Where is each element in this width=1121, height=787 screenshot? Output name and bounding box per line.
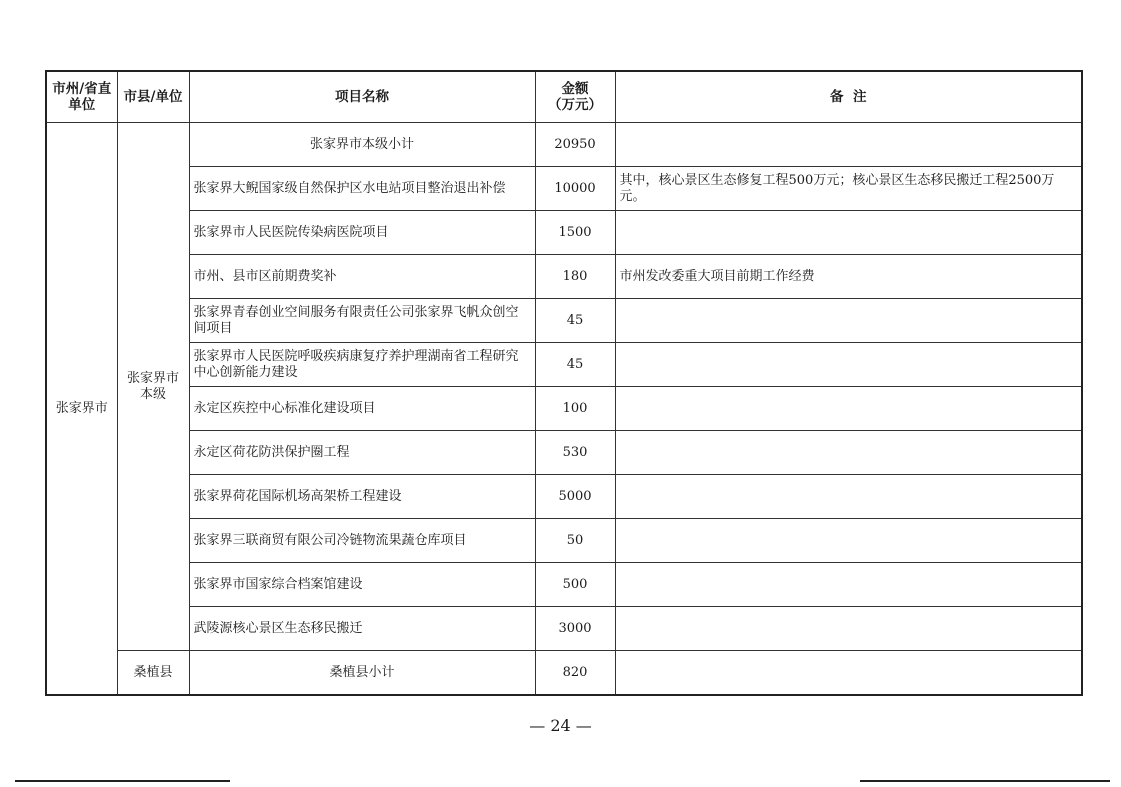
table-row	[46, 519, 1082, 563]
header-city	[46, 71, 117, 123]
city-cell: 张家界市	[46, 123, 117, 696]
table-row	[46, 211, 1082, 255]
project-name: 永定区荷花防洪保护圈工程	[189, 431, 535, 475]
project-name: 张家界大鲵国家级自然保护区水电站项目整治退出补偿	[189, 167, 535, 211]
sangzhi-subtotal-row	[46, 651, 1082, 696]
sangzhi-subtotal-amount: 820	[535, 651, 615, 696]
project-note: 其中，核心景区生态修复工程500万元；核心景区生态移民搬迁工程2500万元。	[615, 167, 1082, 211]
budget-table	[45, 70, 1083, 696]
subtotal-row	[46, 123, 1082, 167]
project-note	[615, 299, 1082, 343]
footer-rule-left	[15, 780, 230, 782]
table-row	[46, 255, 1082, 299]
project-note	[615, 475, 1082, 519]
sangzhi-subtotal-note	[615, 651, 1082, 696]
header-amount-line2: （万元）	[548, 97, 602, 113]
table-row	[46, 343, 1082, 387]
header-project: 项目名称	[189, 71, 535, 123]
project-amount: 50	[535, 519, 615, 563]
header-amount	[535, 71, 615, 123]
project-amount: 5000	[535, 475, 615, 519]
header-county: 市县/单位	[117, 71, 189, 123]
project-note	[615, 343, 1082, 387]
table-row	[46, 607, 1082, 651]
project-note	[615, 607, 1082, 651]
project-name: 武陵源核心景区生态移民搬迁	[189, 607, 535, 651]
project-amount: 100	[535, 387, 615, 431]
project-amount: 3000	[535, 607, 615, 651]
project-amount: 180	[535, 255, 615, 299]
project-amount: 45	[535, 343, 615, 387]
project-name: 张家界荷花国际机场高架桥工程建设	[189, 475, 535, 519]
header-row	[46, 71, 1082, 123]
table-row	[46, 387, 1082, 431]
header-city-line2: 单位	[68, 97, 96, 113]
project-amount: 1500	[535, 211, 615, 255]
project-amount: 530	[535, 431, 615, 475]
project-name: 张家界市国家综合档案馆建设	[189, 563, 535, 607]
project-name: 张家界三联商贸有限公司冷链物流果蔬仓库项目	[189, 519, 535, 563]
sangzhi-county-cell: 桑植县	[117, 651, 189, 696]
project-note	[615, 211, 1082, 255]
header-note: 备 注	[615, 71, 1082, 123]
project-name: 张家界市人民医院呼吸疾病康复疗养护理湖南省工程研究中心创新能力建设	[189, 343, 535, 387]
project-amount: 45	[535, 299, 615, 343]
header-city-line1: 市州/省直	[52, 81, 112, 97]
county-cell: 张家界市本级	[117, 123, 189, 651]
subtotal-note	[615, 123, 1082, 167]
project-note	[615, 431, 1082, 475]
table-row	[46, 299, 1082, 343]
project-amount: 500	[535, 563, 615, 607]
table-row	[46, 563, 1082, 607]
project-note	[615, 519, 1082, 563]
table-row	[46, 475, 1082, 519]
subtotal-amount: 20950	[535, 123, 615, 167]
project-note	[615, 387, 1082, 431]
project-name: 市州、县市区前期费奖补	[189, 255, 535, 299]
page-number: — 24 —	[529, 716, 592, 735]
table-row	[46, 431, 1082, 475]
project-note: 市州发改委重大项目前期工作经费	[615, 255, 1082, 299]
sangzhi-subtotal-label: 桑植县小计	[189, 651, 535, 696]
project-name: 永定区疾控中心标准化建设项目	[189, 387, 535, 431]
subtotal-label: 张家界市本级小计	[189, 123, 535, 167]
header-amount-line1: 金额	[561, 81, 589, 97]
project-name: 张家界市人民医院传染病医院项目	[189, 211, 535, 255]
project-note	[615, 563, 1082, 607]
project-name: 张家界青春创业空间服务有限责任公司张家界飞帆众创空间项目	[189, 299, 535, 343]
footer-rule-right	[860, 780, 1110, 782]
table-row	[46, 167, 1082, 211]
project-amount: 10000	[535, 167, 615, 211]
